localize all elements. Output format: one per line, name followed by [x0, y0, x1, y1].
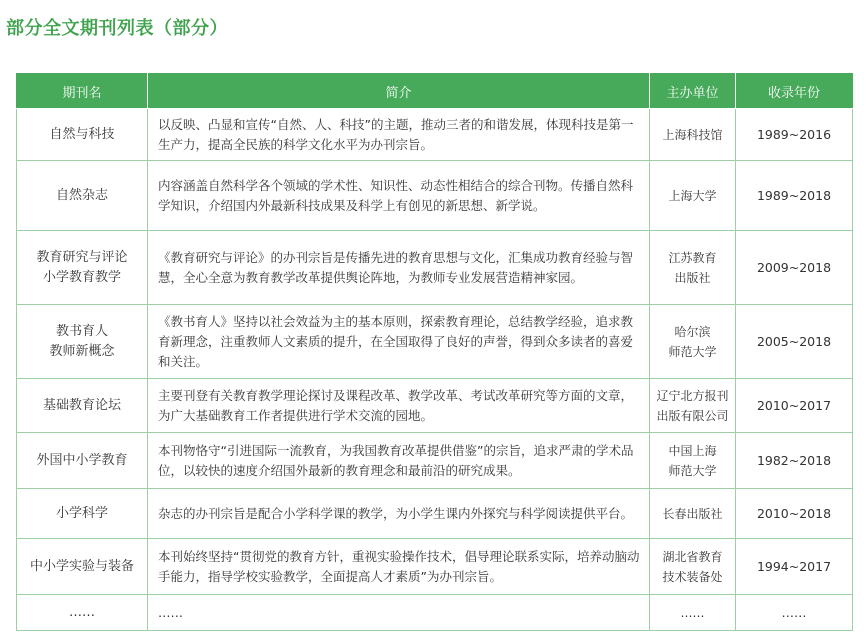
description-cell: 内容涵盖自然科学各个领域的学术性、知识性、动态性相结合的综合刊物。传播自然科学知识，介绍国内外最新科技成果及科学上有创见的新思想、新学说。	[148, 161, 650, 231]
years-cell: 2009~2018	[736, 231, 853, 305]
organizer-cell: ……	[650, 595, 736, 631]
table-row	[17, 109, 853, 161]
journal-name-cell: 自然与科技	[17, 109, 148, 161]
table-row	[17, 305, 853, 379]
description-cell: 本刊物恪守“引进国际一流教育，为我国教育改革提供借鉴”的宗旨，追求严肃的学术品位，以较快的速度介绍国外最新的教育理念和最前沿的研究成果。	[148, 433, 650, 489]
description-cell: 本刊始终坚持“贯彻党的教育方针，重视实验操作技术，倡导理论联系实际，培养动脑动手能力，指导学校实验教学，全面提高人才素质”为办刊宗旨。	[148, 539, 650, 595]
years-cell: ……	[736, 595, 853, 631]
journal-name-cell: 教育研究与评论 小学教育教学	[17, 231, 148, 305]
table-row	[17, 433, 853, 489]
journal-name-cell: 小学科学	[17, 489, 148, 539]
table-row	[17, 489, 853, 539]
table-header-row	[17, 74, 853, 109]
years-cell: 2010~2017	[736, 379, 853, 433]
journal-name-cell: ……	[17, 595, 148, 631]
description-cell: 以反映、凸显和宣传“自然、人、科技”的主题，推动三者的和谐发展，体现科技是第一生产力，提高全民族的科学文化水平为办刊宗旨。	[148, 109, 650, 161]
description-cell: ……	[148, 595, 650, 631]
years-cell: 2005~2018	[736, 305, 853, 379]
years-cell: 1989~2016	[736, 109, 853, 161]
years-cell: 1989~2018	[736, 161, 853, 231]
journal-name-cell: 外国中小学教育	[17, 433, 148, 489]
header-years: 收录年份	[736, 74, 853, 109]
organizer-cell: 湖北省教育 技术装备处	[650, 539, 736, 595]
organizer-cell: 辽宁北方报刊 出版有限公司	[650, 379, 736, 433]
organizer-cell: 哈尔滨 师范大学	[650, 305, 736, 379]
journal-name-cell: 基础教育论坛	[17, 379, 148, 433]
description-cell: 《教书育人》坚持以社会效益为主的基本原则，探索教育理论，总结教学经验，追求教育新理念，注重教师人文素质的提升，在全国取得了良好的声誉，得到众多读者的喜爱和关注。	[148, 305, 650, 379]
header-description: 简介	[148, 74, 650, 109]
header-journal-name: 期刊名	[17, 74, 148, 109]
description-cell: 《教育研究与评论》的办刊宗旨是传播先进的教育思想与文化，汇集成功教育经验与智慧，全心全意为教育教学改革提供舆论阵地，为教师专业发展营造精神家园。	[148, 231, 650, 305]
description-cell: 杂志的办刊宗旨是配合小学科学课的教学，为小学生课内外探究与科学阅读提供平台。	[148, 489, 650, 539]
organizer-cell: 江苏教育 出版社	[650, 231, 736, 305]
table-row	[17, 161, 853, 231]
page-title: 部分全文期刊列表（部分）	[6, 18, 228, 39]
organizer-cell: 上海大学	[650, 161, 736, 231]
description-cell: 主要刊登有关教育教学理论探讨及课程改革、教学改革、考试改革研究等方面的文章，为广大基础教育工作者提供进行学术交流的园地。	[148, 379, 650, 433]
journal-name-cell: 教书育人 教师新概念	[17, 305, 148, 379]
years-cell: 2010~2018	[736, 489, 853, 539]
table-row	[17, 539, 853, 595]
organizer-cell: 长春出版社	[650, 489, 736, 539]
years-cell: 1982~2018	[736, 433, 853, 489]
journal-name-cell: 中小学实验与装备	[17, 539, 148, 595]
organizer-cell: 中国上海 师范大学	[650, 433, 736, 489]
header-organizer: 主办单位	[650, 74, 736, 109]
journal-name-cell: 自然杂志	[17, 161, 148, 231]
organizer-cell: 上海科技馆	[650, 109, 736, 161]
journal-table	[16, 73, 853, 631]
table-row	[17, 379, 853, 433]
table-row	[17, 231, 853, 305]
table-row	[17, 595, 853, 631]
years-cell: 1994~2017	[736, 539, 853, 595]
